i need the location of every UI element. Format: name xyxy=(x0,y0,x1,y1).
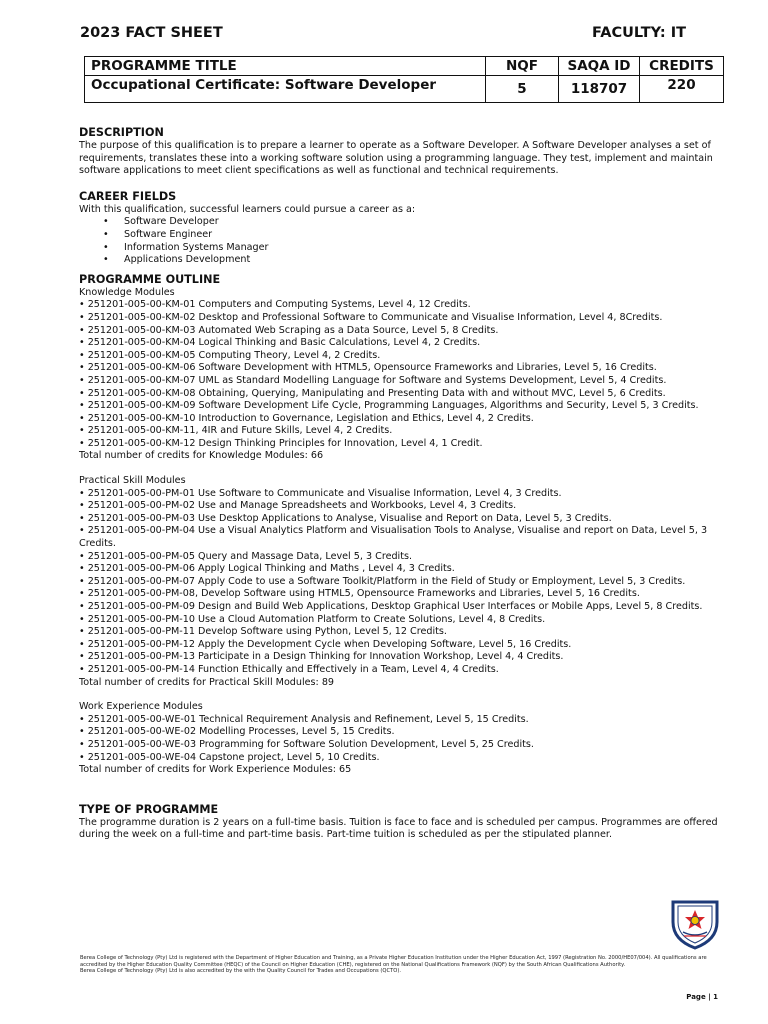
footer-accreditation: Berea College of Technology (Pty) Ltd is also accredited by the with the Quality Council for Trades and Occupations (QCTO). xyxy=(80,968,402,975)
list-item: • 251201-005-00-KM-09 Software Development Life Cycle, Programming Languages, Algorithms and Security, Level 5, 3 Credits. xyxy=(79,400,699,412)
table-header-saqa-id: SAQA ID xyxy=(559,57,640,76)
page-number: Page | 1 xyxy=(686,993,718,1001)
list-item: • 251201-005-00-KM-08 Obtaining, Querying, Manipulating and Presenting Data with and without MVC, Level 5, 6 Credits. xyxy=(79,387,666,399)
list-item: • 251201-005-00-PM-13 Participate in a Design Thinking for Innovation Workshop, Level 4, 4 Credits. xyxy=(79,651,564,663)
list-item: • 251201-005-00-WE-04 Capstone project, Level 5, 10 Credits. xyxy=(79,751,380,763)
list-item: • 251201-005-00-KM-01 Computers and Computing Systems, Level 4, 12 Credits. xyxy=(79,299,471,311)
crest-emblem xyxy=(691,917,699,925)
fact-sheet-body xyxy=(79,126,719,842)
table-header-programme-title: PROGRAMME TITLE xyxy=(85,57,486,76)
list-item: • 251201-005-00-PM-09 Design and Build Web Applications, Desktop Graphical User Interfaces or Mobile Apps, Level 5, 8 Credits. xyxy=(79,601,703,612)
list-item: • 251201-005-00-PM-04 Use a Visual Analytics Platform and Visualisation Tools to Analyse, Visualise and report on Data, Level 5, 3 Credits. xyxy=(79,525,708,550)
list-item: • 251201-005-00-WE-02 Modelling Processes, Level 5, 15 Credits. xyxy=(79,726,395,738)
list-item: • 251201-005-00-KM-10 Introduction to Governance, Legislation and Ethics, Level 4, 2 Credits. xyxy=(79,412,534,424)
list-item: • 251201-005-00-PM-07 Apply Code to use a Software Toolkit/Platform in the Field of Study or Employment, Level 5, 3 Credits. xyxy=(79,575,686,587)
table-header-credits: CREDITS xyxy=(640,57,724,76)
list-item: • 251201-005-00-WE-03 Programming for Software Solution Development, Level 5, 25 Credits. xyxy=(79,738,534,750)
knowledge-total: Total number of credits for Knowledge Modules: 66 xyxy=(79,450,324,462)
list-item: • 251201-005-00-KM-02 Desktop and Professional Software to Communicate and Visualise Information, Level 4, 8Credits. xyxy=(79,311,663,323)
programme-table xyxy=(84,56,724,103)
list-item: • 251201-005-00-WE-01 Technical Requirement Analysis and Refinement, Level 5, 15 Credits. xyxy=(79,713,529,725)
list-item: • 251201-005-00-PM-14 Function Ethically and Effectively in a Team, Level 4, 4 Credits. xyxy=(79,663,499,675)
career-heading: CAREER FIELDS xyxy=(79,189,177,203)
page-header xyxy=(80,25,688,47)
list-item: • 251201-005-00-PM-08, Develop Software using HTML5, Opensource Frameworks and Libraries, Level 5, 16 Credits. xyxy=(79,588,640,600)
knowledge-modules-title: Knowledge Modules xyxy=(79,286,175,298)
description-heading: DESCRIPTION xyxy=(79,126,164,139)
career-intro: With this qualification, successful learners could pursue a career as a: xyxy=(79,203,416,215)
table-header-nqf: NQF xyxy=(486,57,559,76)
list-item: • 251201-005-00-PM-06 Apply Logical Thinking and Maths , Level 4, 3 Credits. xyxy=(79,563,455,575)
work-modules-title: Work Experience Modules xyxy=(79,701,203,713)
work-total: Total number of credits for Work Experience Modules: 65 xyxy=(79,764,352,776)
college-crest-logo xyxy=(669,896,721,950)
list-item: • 251201-005-00-PM-10 Use a Cloud Automation Platform to Create Solutions, Level 4, 8 Credits. xyxy=(79,613,546,625)
list-item: • 251201-005-00-PM-05 Query and Massage Data, Level 5, 3 Credits. xyxy=(79,550,413,562)
list-item: • 251201-005-00-KM-04 Logical Thinking and Basic Calculations, Level 4, 2 Credits. xyxy=(79,337,481,349)
saqa-id-value: 118707 xyxy=(559,76,640,103)
footer-legal xyxy=(80,955,720,975)
career-list xyxy=(79,216,719,266)
list-item: • Software Developer xyxy=(103,216,719,229)
practical-total: Total number of credits for Practical Skill Modules: 89 xyxy=(79,676,335,688)
list-item: • 251201-005-00-KM-11, 4IR and Future Skills, Level 4, 2 Credits. xyxy=(79,425,393,437)
list-item: • 251201-005-00-KM-03 Automated Web Scraping as a Data Source, Level 5, 8 Credits. xyxy=(79,324,499,336)
list-item: • Information Systems Manager xyxy=(103,242,719,255)
list-item: • 251201-005-00-PM-03 Use Desktop Applications to Analyse, Visualise and Report on Data, Level 5, 3 Credits. xyxy=(79,512,612,524)
list-item: • 251201-005-00-PM-01 Use Software to Communicate and Visualise Information, Level 4, 3 Credits. xyxy=(79,487,562,499)
list-item: • 251201-005-00-PM-12 Apply the Development Cycle when Developing Software, Level 5, 16 Credits. xyxy=(79,638,572,650)
programme-title: Occupational Certificate: Software Developer xyxy=(85,76,486,103)
list-item: • 251201-005-00-PM-11 Develop Software using Python, Level 5, 12 Credits. xyxy=(79,626,447,638)
list-item: • 251201-005-00-KM-05 Computing Theory, Level 4, 2 Credits. xyxy=(79,349,381,361)
outline-heading: PROGRAMME OUTLINE xyxy=(79,272,221,286)
list-item: • 251201-005-00-KM-06 Software Development with HTML5, Opensource Frameworks and Libraries, Level 5, 16 Credits. xyxy=(79,362,657,374)
nqf-value: 5 xyxy=(486,76,559,103)
footer-registration: Berea College of Technology (Pty) Ltd is registered with the Department of Higher Education and Training, as a Private Higher Education Institution under the Higher Education Act, 1997 (Registration No. 2000/HE07/004). All qualifications are accredited by the Higher Education Quality Committee (HEQC) of the Council on Higher Education (CHE), registered on the National Qualifications Framework (NQF) by the South African Qualifications Authority. xyxy=(80,955,707,968)
faculty-label: FACULTY: IT xyxy=(592,25,686,41)
list-item: • 251201-005-00-KM-12 Design Thinking Principles for Innovation, Level 4, 1 Credit. xyxy=(79,437,483,449)
credits-value: 220 xyxy=(640,76,724,103)
type-heading: TYPE OF PROGRAMME xyxy=(79,802,219,816)
list-item: • Software Engineer xyxy=(103,229,719,242)
list-item: • 251201-005-00-PM-02 Use and Manage Spreadsheets and Workbooks, Level 4, 3 Credits. xyxy=(79,500,517,512)
list-item: • 251201-005-00-KM-07 UML as Standard Modelling Language for Software and Systems Development, Level 5, 4 Credits. xyxy=(79,374,667,386)
description-text: The purpose of this qualification is to prepare a learner to operate as a Software Developer. A Software Developer analyses a set of requirements, translates these into a working software solution using a programming language. They test, implement and maintain software applications to meet client specifications as well as functional and technical requirements. xyxy=(79,140,713,177)
fact-sheet-title: 2023 FACT SHEET xyxy=(80,25,223,41)
practical-modules-title: Practical Skill Modules xyxy=(79,475,186,487)
type-text: The programme duration is 2 years on a full-time basis. Tuition is face to face and is scheduled per campus. Programmes are offered during the week on a full-time and part-time basis. Part-time tuition is scheduled as per the stipulated planner. xyxy=(79,816,718,841)
list-item: • Applications Development xyxy=(103,254,719,267)
